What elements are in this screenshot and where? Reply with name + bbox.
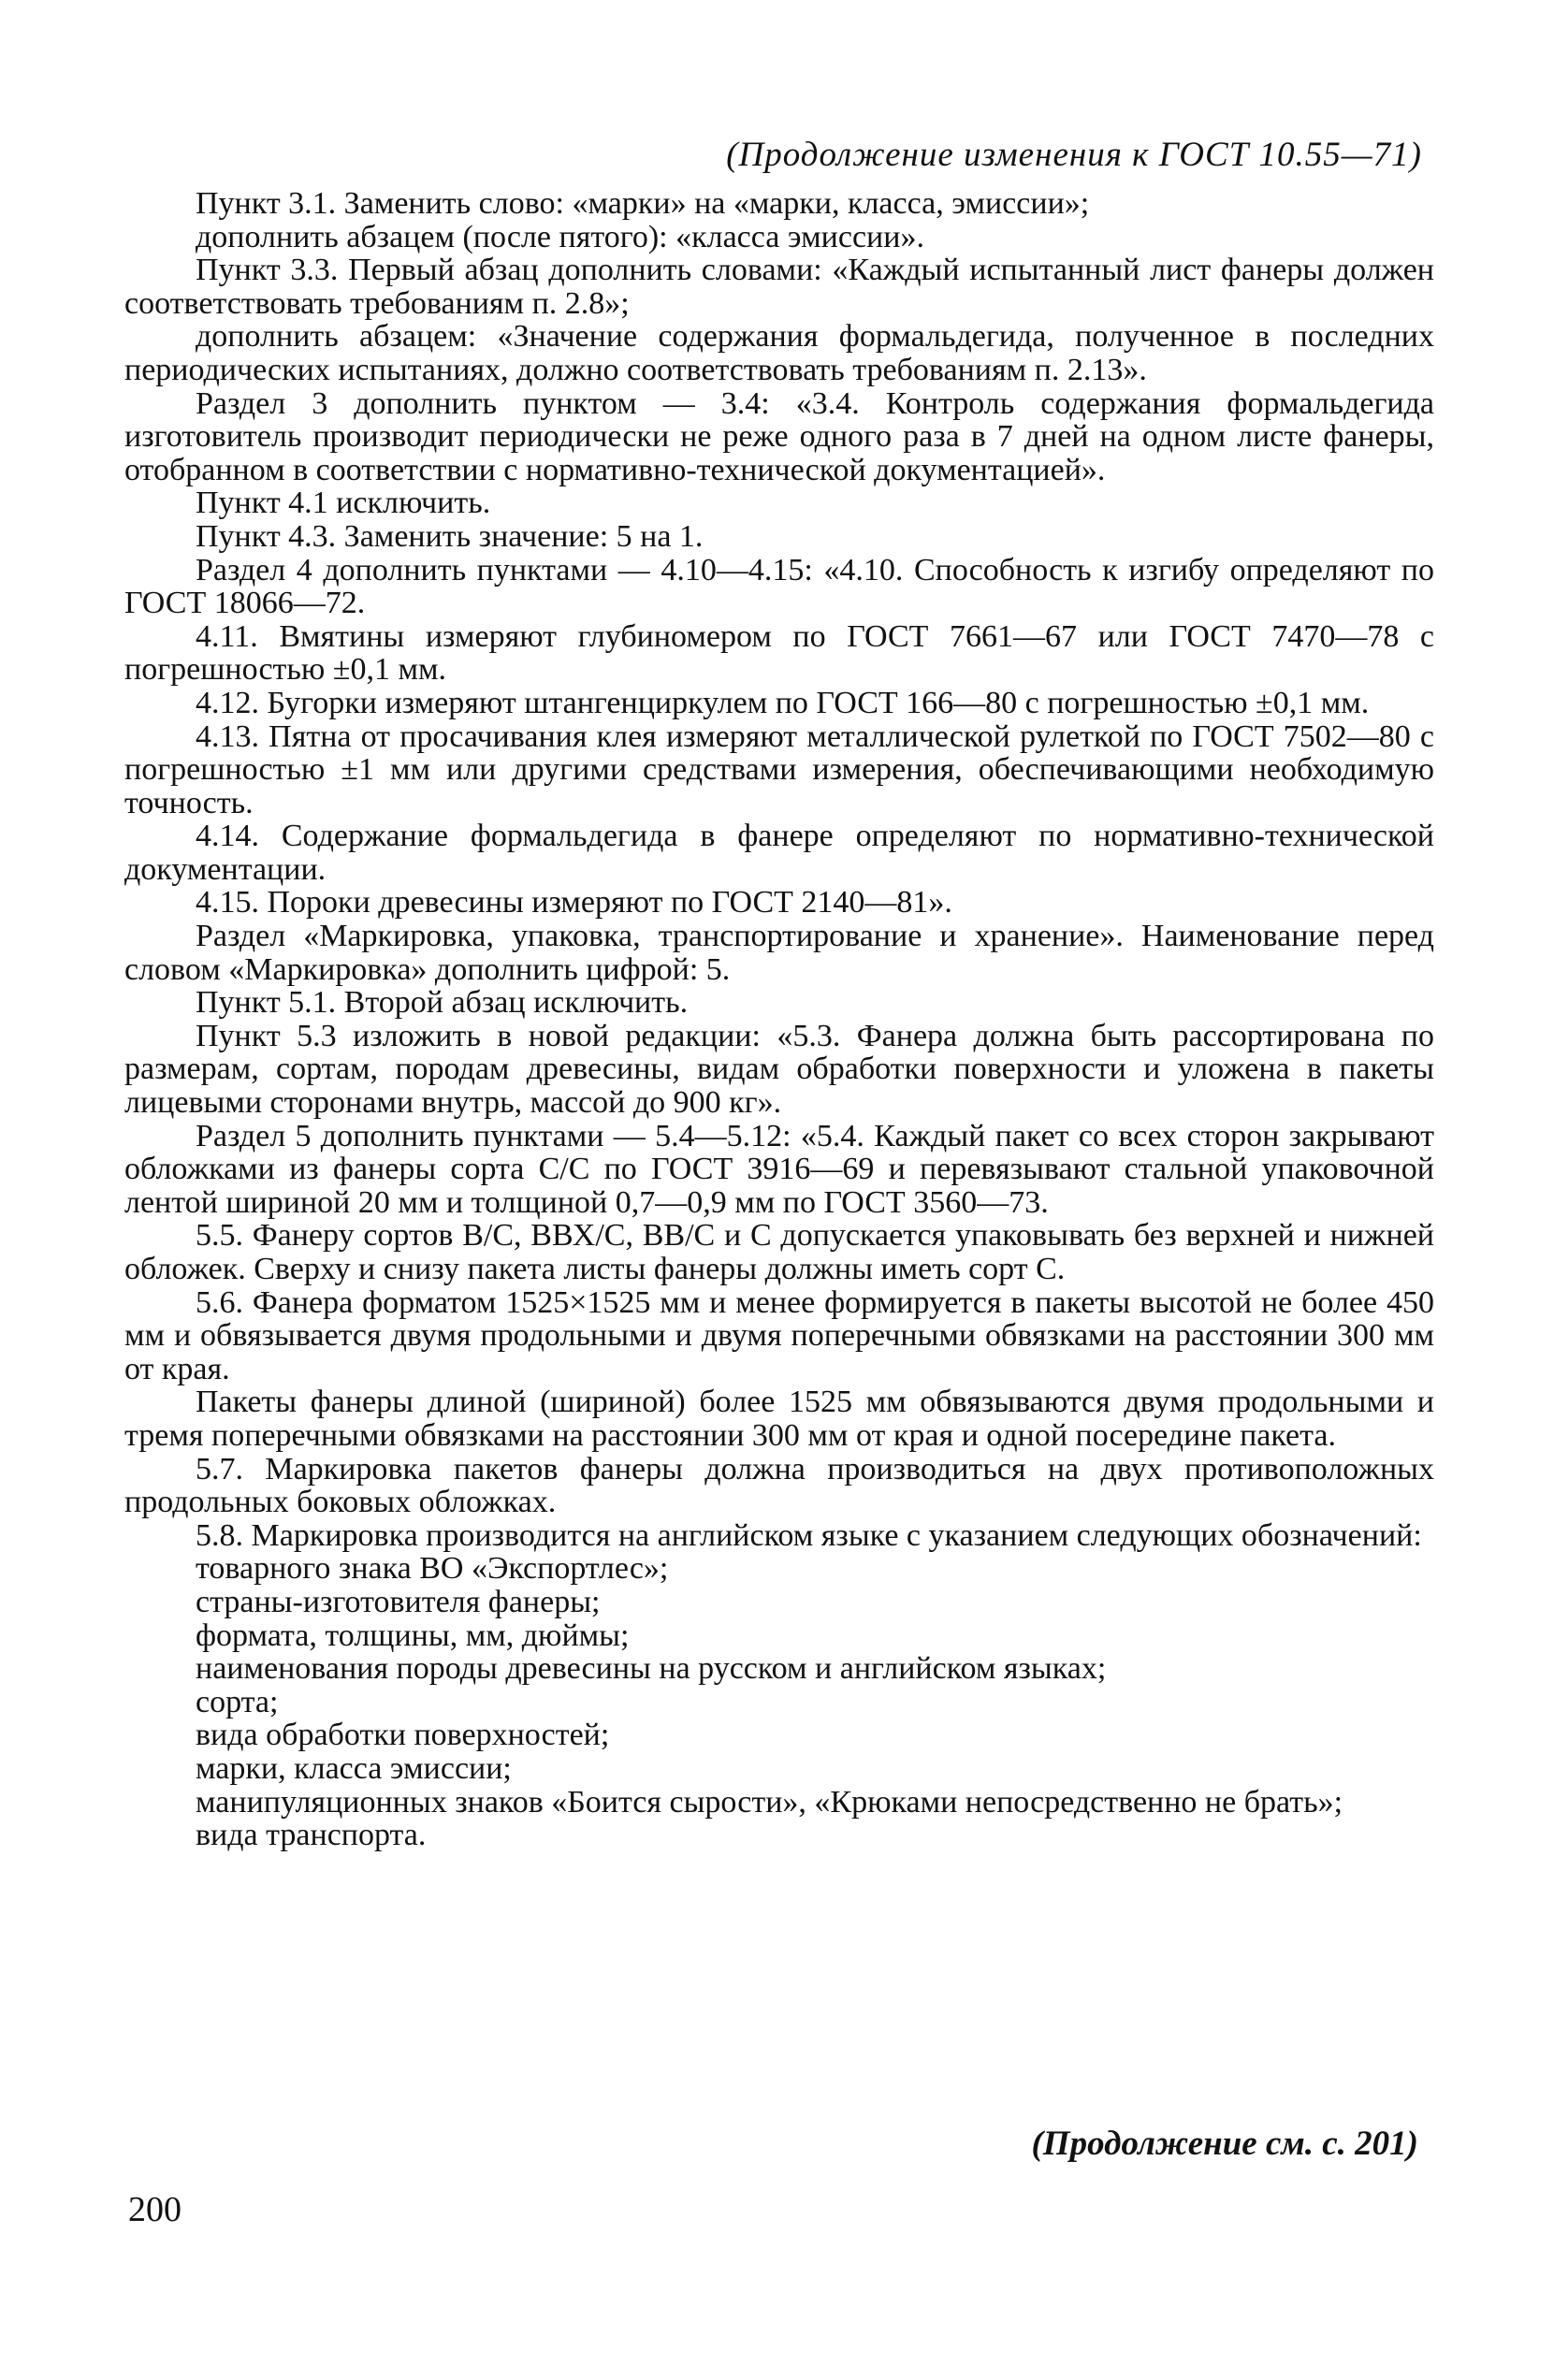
paragraph: дополнить абзацем (после пятого): «класса эмиссии». <box>196 219 924 254</box>
paragraph: Пункт 5.1. Второй абзац исключить. <box>196 985 689 1021</box>
paragraph: Раздел 3 дополнить пунктом — 3.4: «3.4. Контроль содержания формальдегида изготовитель производит периодически не реже одного раза в 7 дней на одном листе фанеры, отобранном в соответствии с нормативно-технической документацией». <box>124 385 1434 487</box>
paragraph: 5.5. Фанеру сортов В/С, ВВХ/С, ВВ/С и С допускается упаковывать без верхней и нижней обложек. Сверху и снизу пакета листы фанеры должны иметь сорт С. <box>124 1218 1434 1286</box>
list-item: вида обработки поверхностей; <box>196 1718 610 1753</box>
document-body <box>124 187 1434 1852</box>
list-item: манипуляционных знаков «Боится сырости», «Крюками непосредственно не брать»; <box>196 1784 1343 1820</box>
paragraph: 5.7. Маркировка пакетов фанеры должна производиться на двух противоположных продольных боковых обложках. <box>124 1451 1434 1520</box>
list-item: наименования породы древесины на русском и английском языках; <box>196 1651 1107 1687</box>
paragraph: 5.6. Фанера форматом 1525×1525 мм и менее формируется в пакеты высотой не более 450 мм и обвязывается двумя продольными и двумя поперечными обвязками на расстоянии 300 мм от края. <box>124 1284 1434 1386</box>
paragraph: Раздел 5 дополнить пунктами — 5.4—5.12: «5.4. Каждый пакет со всех сторон закрывают обложками из фанеры сорта С/С по ГОСТ 3916—69 и перевязывают стальной упаковочной лентой шириной 20 мм и толщиной 0,7—0,9 мм по ГОСТ 3560—73. <box>124 1118 1434 1220</box>
paragraph: Раздел «Маркировка, упаковка, транспортирование и хранение». Наименование перед словом «Маркировка» дополнить цифрой: 5. <box>124 919 1434 987</box>
continuation-note: (Продолжение см. с. 201) <box>1031 2125 1418 2163</box>
list-item: страны-изготовителя фанеры; <box>196 1584 601 1619</box>
paragraph: Пункт 3.1. Заменить слово: «марки» на «марки, класса, эмиссии»; <box>196 186 1090 221</box>
page-number: 200 <box>128 2190 181 2229</box>
list-item: сорта; <box>196 1684 279 1719</box>
list-item: марки, класса эмиссии; <box>196 1750 512 1786</box>
paragraph: 4.12. Бугорки измеряют штангенциркулем по ГОСТ 166—80 с погрешностью ±0,1 мм. <box>196 685 1370 720</box>
paragraph: 4.11. Вмятины измеряют глубиномером по ГОСТ 7661—67 или ГОСТ 7470—78 с погрешностью ±0,1 мм. <box>124 618 1434 688</box>
list-item: вида транспорта. <box>196 1818 427 1853</box>
list-item: товарного знака ВО «Экспортлес»; <box>196 1551 669 1587</box>
running-header: (Продолжение изменения к ГОСТ 10.55—71) <box>726 136 1422 174</box>
paragraph: Пункт 3.3. Первый абзац дополнить словами: «Каждый испытанный лист фанеры должен соответствовать требованиям п. 2.8»; <box>124 253 1434 321</box>
paragraph: 5.8. Маркировка производится на английском языке с указанием следующих обозначений: <box>196 1517 1422 1553</box>
paragraph: Пункт 4.3. Заменить значение: 5 на 1. <box>196 518 704 554</box>
paragraph: Пункт 4.1 исключить. <box>196 486 491 521</box>
list-item: формата, толщины, мм, дюймы; <box>196 1617 630 1653</box>
paragraph: 4.14. Содержание формальдегида в фанере определяют по нормативно-технической документации. <box>124 819 1434 887</box>
paragraph: Раздел 4 дополнить пунктами — 4.10—4.15: «4.10. Способность к изгибу определяют по ГОСТ 18066—72. <box>124 552 1434 621</box>
paragraph: 4.13. Пятна от просачивания клея измеряют металлической рулеткой по ГОСТ 7502—80 с погрешностью ±1 мм или другими средствами измерения, обеспечивающими необходимую точность. <box>124 718 1434 820</box>
paragraph: Пакеты фанеры длиной (шириной) более 1525 мм обвязываются двумя продольными и тремя поперечными обвязками на расстоянии 300 мм от края и одной посередине пакета. <box>124 1385 1434 1453</box>
paragraph: 4.15. Пороки древесины измеряют по ГОСТ 2140—81». <box>196 885 952 921</box>
paragraph: дополнить абзацем: «Значение содержания формальдегида, полученное в последних периодических испытаниях, должно соответствовать требованиям п. 2.13». <box>124 319 1434 387</box>
paragraph: Пункт 5.3 изложить в новой редакции: «5.3. Фанера должна быть рассортирована по размерам, сортам, породам древесины, видам обработки поверхности и уложена в пакеты лицевыми сторонами внутрь, массой до 900 кг». <box>124 1018 1434 1121</box>
